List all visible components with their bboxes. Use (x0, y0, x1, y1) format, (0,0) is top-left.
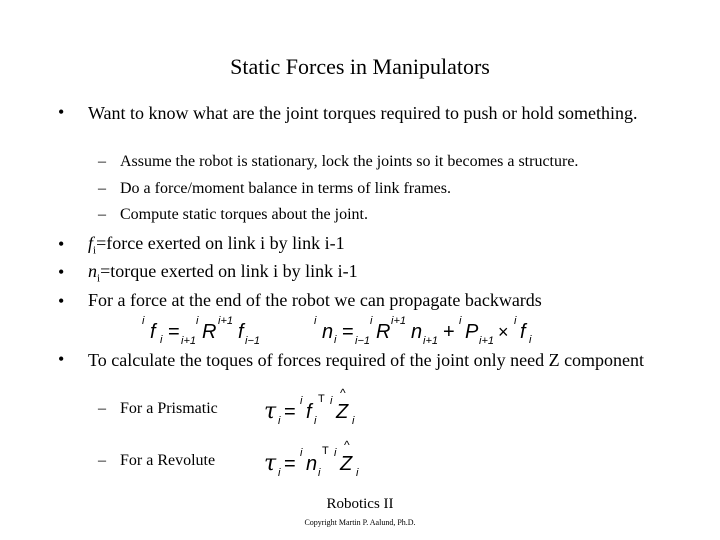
eq-subscript: i (334, 334, 337, 346)
eq-superscript: i (314, 315, 317, 327)
eq-subscript: i+1 (181, 335, 196, 347)
eq-symbol-P: P (465, 321, 479, 343)
prismatic-label: For a Prismatic (120, 400, 218, 417)
bullet-marker: • (58, 234, 65, 254)
eq-subscript: i (278, 415, 281, 427)
revolute-equation (262, 440, 372, 480)
bullet-want-to-know: Want to know what are the joint torques required to push or hold something. (88, 103, 638, 123)
dash-marker: – (98, 452, 106, 469)
bullet-marker: • (58, 291, 65, 311)
eq-subscript: i+1 (479, 335, 494, 347)
bullet-propagate: For a force at the end of the robot we can propagate backwards (88, 290, 542, 310)
eq-symbol-Z: Z (340, 453, 353, 475)
prismatic-equation (262, 388, 372, 428)
eq-subscript: i (318, 467, 321, 479)
bullet-marker: • (58, 349, 65, 369)
eq-hat: ^ (344, 440, 350, 452)
eq-subscript: i−1 (355, 335, 370, 347)
eq-transpose: T (318, 393, 325, 405)
revolute-label: For a Revolute (120, 452, 216, 469)
footer-course: Robotics II (326, 496, 394, 512)
eq-transpose: T (322, 445, 329, 457)
eq-superscript: i (300, 447, 303, 459)
eq-plus: + (443, 321, 455, 343)
eq-subscript: i (160, 334, 163, 346)
eq-symbol-R: R (376, 321, 391, 343)
eq-equals: = (342, 321, 354, 343)
dash-marker: – (98, 180, 106, 197)
eq-equals: = (284, 401, 296, 423)
eq-superscript: i (300, 395, 303, 407)
eq-symbol-Z: Z (336, 401, 349, 423)
footer-copyright: Copyright Martin P. Aalund, Ph.D. (304, 518, 416, 527)
bullet-torque-definition: $n_i=torque$ exerted on link i by link i-1 (88, 261, 358, 285)
sub-bullet-compute: Compute static torques about the joint. (120, 206, 368, 223)
eq-subscript: i (352, 415, 355, 427)
bullet-z-component: To calculate the toques of forces required of the joint only need Z component (88, 350, 645, 370)
eq-superscript: i (330, 395, 333, 407)
eq-superscript: i (142, 315, 145, 327)
eq-superscript: i (514, 315, 517, 327)
dash-marker: – (98, 400, 106, 417)
eq-subscript: i (278, 467, 281, 479)
static-force-equations (138, 312, 558, 348)
sub-bullet-assume: Assume the robot is stationary, lock the joints so it becomes a structure. (120, 153, 579, 170)
eq-superscript: i (334, 447, 337, 459)
eq-symbol-tau: τ (264, 399, 277, 424)
slide-title: Static Forces in Manipulators (230, 54, 490, 79)
eq-subscript: i (314, 415, 317, 427)
eq-symbol-f: f (150, 321, 156, 343)
eq-equals: = (168, 321, 180, 343)
eq-symbol-f: f (520, 321, 526, 343)
eq-symbol-n: n (322, 321, 334, 343)
eq-symbol-f: f (238, 321, 244, 343)
dash-marker: – (98, 206, 106, 223)
eq-symbol-n: n (411, 321, 423, 343)
eq-superscript: i (370, 315, 373, 327)
eq-cross: × (498, 322, 509, 342)
eq-superscript: i+1 (218, 315, 233, 327)
eq-superscript: i (196, 315, 199, 327)
eq-superscript: i+1 (391, 315, 406, 327)
eq-hat: ^ (340, 388, 346, 400)
eq-symbol-tau: τ (264, 451, 277, 476)
eq-subscript: i−1 (245, 335, 260, 347)
eq-subscript: i+1 (423, 335, 438, 347)
eq-superscript: i (459, 315, 462, 327)
eq-symbol-f: f (306, 401, 312, 423)
bullet-force-definition: $f_i=force$ exerted on link i by link i-1 (88, 233, 345, 257)
eq-symbol-R: R (202, 321, 217, 343)
eq-subscript: i (529, 334, 532, 346)
bullet-marker: • (58, 102, 65, 122)
bullet-marker: • (58, 262, 65, 282)
eq-equals: = (284, 453, 296, 475)
sub-bullet-balance: Do a force/moment balance in terms of link frames. (120, 180, 451, 197)
eq-symbol-n: n (306, 453, 318, 475)
dash-marker: – (98, 153, 106, 170)
eq-subscript: i (356, 467, 359, 479)
